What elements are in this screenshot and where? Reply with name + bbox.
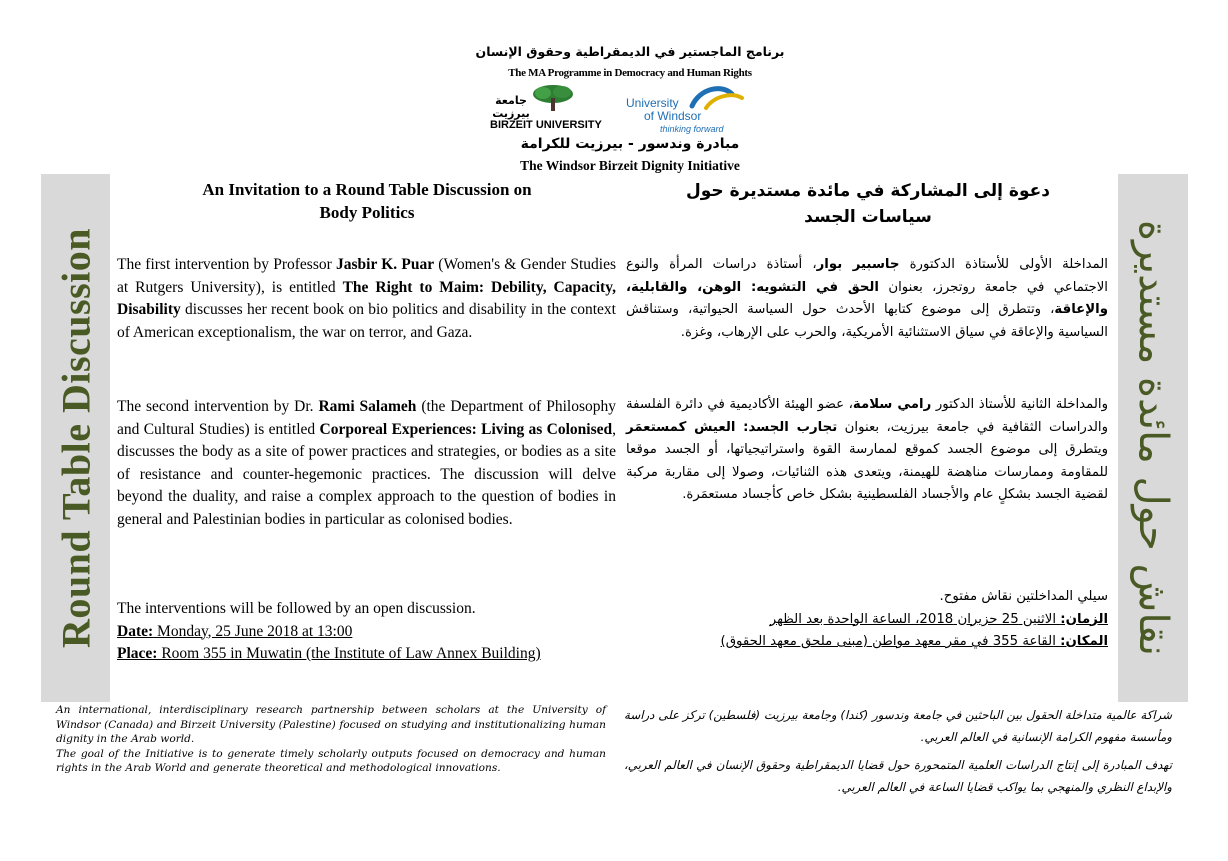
invitation-title-english	[118, 178, 616, 224]
ar-place-label: المكان:	[1060, 634, 1108, 649]
left-sidebar	[41, 174, 110, 702]
ar-p1-text-a: المداخلة الأولى للأستاذة الدكتورة	[899, 257, 1108, 272]
invitation-title-arabic	[628, 178, 1108, 230]
ar-p1-speaker-name: جاسبير بوار	[816, 257, 900, 272]
en-open-discussion-note: The interventions will be followed by an open discussion.	[117, 600, 476, 617]
en-date-value: Monday, 25 June 2018 at 13:00	[153, 622, 353, 640]
birzeit-arabic-name: جامعة بيرزيت	[492, 94, 530, 120]
en-p1-text-c: discusses her recent book on bio politics and disability in the context of American exceptionalism, the war on terror, and Gaza.	[117, 301, 616, 341]
footer-ar-goal: تهدف المبادرة إلى إنتاج الدراسات العلمية المتمحورة حول قضايا الديمقراطية وحقوق الإنسان في العالم العربي، والإبداع النظري والمنهجي بما يواكب قضايا الساعة في العالم العربي.	[624, 758, 1172, 794]
ar-p1-talk-title: الحق في التشويه: الوهن، والقابلية، والإعاقة	[626, 279, 1108, 317]
olive-tree-icon	[530, 84, 576, 112]
footer-ar-partnership: شراكة عالمية متداخلة الحقول بين الباحثين في جامعة وندسور (كندا) وجامعة بيرزيت (فلسطين) تركز على دراسة ومأسسة مفهوم الكرامة الإنسانية في العالم العربي.	[624, 708, 1172, 744]
windsor-swoosh-icon	[688, 84, 746, 114]
university-of-windsor-logo	[626, 84, 746, 136]
title-en-line1: An Invitation to a Round Table Discussion on	[202, 180, 532, 199]
birzeit-university-logo	[490, 84, 620, 134]
arabic-event-details	[626, 586, 1108, 654]
en-p1-text-a: The first intervention by Professor	[117, 256, 336, 273]
ar-p1-text-c: ، وتتطرق إلى موضوع كتابها الأحدث حول السياسة الحيواتية، وستناقش السياسية والإعاقة في سياق الاستثنائية الأمريكية، والحرب على الإرهاب، وغزة.	[626, 302, 1108, 340]
en-p1-speaker-name: Jasbir K. Puar	[335, 256, 435, 273]
english-event-details	[117, 598, 616, 666]
arabic-paragraph-first-intervention	[626, 254, 1108, 344]
footer-en-goal: The goal of the Initiative is to generate timely scholarly outputs focused on democracy and human rights in the Arab World and generate theoretical and methodological innovations.	[56, 747, 606, 774]
ar-p2-speaker-name: رامي سلامة	[852, 397, 932, 412]
left-sidebar-title: Round Table Discussion	[53, 227, 98, 649]
en-p1-text-b: (Women's & Gender Studies at Rutgers University), is entitled	[117, 256, 616, 296]
title-en-line2: Body Politics	[319, 203, 415, 222]
ar-time-line	[626, 609, 1108, 632]
windsor-tagline: thinking forward	[660, 124, 724, 134]
en-p2-speaker-name: Rami Salameh	[318, 398, 417, 415]
en-p2-text-c: , discusses the body as a site of power practices and strategies, or bodies as a site of resistance and counter-hegemonic practices. The discussion will delve beyond the duality, and raise a complex approach to the question of bodies in general and Palestinian bodies in particular as colonised bodies.	[117, 420, 616, 528]
ar-place-value: القاعة 355 في مقر معهد مواطن (مبنى ملحق معهد الحقوق)	[720, 634, 1061, 649]
en-p1-talk-title: The Right to Maim: Debility, Capacity, Disability	[117, 278, 616, 318]
arabic-paragraph-second-intervention	[626, 394, 1108, 507]
windsor-name-line2: of Windsor	[644, 109, 702, 123]
en-p2-talk-title: Corporeal Experiences: Living as Colonised	[319, 420, 613, 438]
windsor-name-line1: University	[626, 96, 679, 110]
ar-time-value: الاثنين 25 حزيران 2018، الساعة الواحدة بعد الظهر	[769, 611, 1061, 627]
birzeit-english-name: BIRZEIT UNIVERSITY	[490, 119, 602, 131]
ar-open-discussion-note: سيلي المداخلتين نقاش مفتوح.	[939, 589, 1108, 604]
en-place-line	[117, 643, 616, 666]
ar-p2-text-c: ويتطرق إلى موضوع الجسد كموقع لممارسة القوة واستراتيجياتها، أو الجسد موقعا للمقاومة وممارسات مناهضة للهيمنة، ويتعدى هذه الثنائيات، وصولا إلى مقاربة مركبة لقضية الجسد بشكلٍ عام والأجساد الفلسطينية بشكل خاص كأجساد مستعمَرة.	[626, 442, 1108, 502]
footer-initiative-description-arabic	[624, 704, 1172, 798]
initiative-title-arabic: مبادرة وندسور - بيرزيت للكرامة	[520, 136, 740, 152]
english-paragraph-second-intervention	[117, 396, 616, 531]
title-ar-line1: دعوة إلى المشاركة في مائدة مستديرة حول	[686, 181, 1050, 201]
footer-initiative-description-english	[56, 703, 606, 776]
ar-p2-text-b: ، عضو الهيئة الأكاديمية في دائرة الفلسفة والدراسات الثقافية في جامعة بيرزيت، بعنوان	[626, 397, 1108, 435]
en-date-label: Date:	[117, 622, 154, 640]
footer-en-partnership: An international, interdisciplinary research partnership between scholars at the University of Windsor (Canada) and Birzeit University (Palestine) focused on studying and institutionalizing human dignity in the Arab world.	[56, 704, 606, 745]
ar-p1-text-b: ، أستاذة دراسات المرأة والنوع الاجتماعي في جامعة روتجرز، بعنوان	[626, 257, 1108, 295]
right-sidebar	[1118, 174, 1188, 702]
en-date-line	[117, 621, 616, 644]
ar-p2-text-a: والمداخلة الثانية للأستاذ الدكتور	[931, 397, 1108, 412]
programme-title-arabic: برنامج الماجستير في الديمقراطية وحقوق الإنسان	[475, 44, 785, 59]
english-paragraph-first-intervention	[117, 254, 616, 344]
initiative-title-english: The Windsor Birzeit Dignity Initiative	[520, 158, 740, 173]
en-place-value: Room 355 in Muwatin (the Institute of Law Annex Building)	[157, 645, 541, 662]
ar-time-label: الزمان:	[1060, 611, 1108, 627]
title-ar-line2: سياسات الجسد	[804, 207, 932, 227]
en-place-label: Place:	[117, 645, 158, 662]
right-sidebar-title: نقاش حول مائدة مستديرة	[1130, 219, 1176, 657]
ar-p2-talk-title: تجارب الجسد: العيش كمستعمَر	[626, 419, 838, 435]
en-p2-text-b: (the Department of Philosophy and Cultural Studies) is entitled	[117, 398, 616, 438]
ar-place-line	[626, 631, 1108, 654]
programme-title-english: The MA Programme in Democracy and Human Rights	[508, 67, 752, 79]
en-p2-text-a: The second intervention by Dr.	[117, 398, 319, 415]
